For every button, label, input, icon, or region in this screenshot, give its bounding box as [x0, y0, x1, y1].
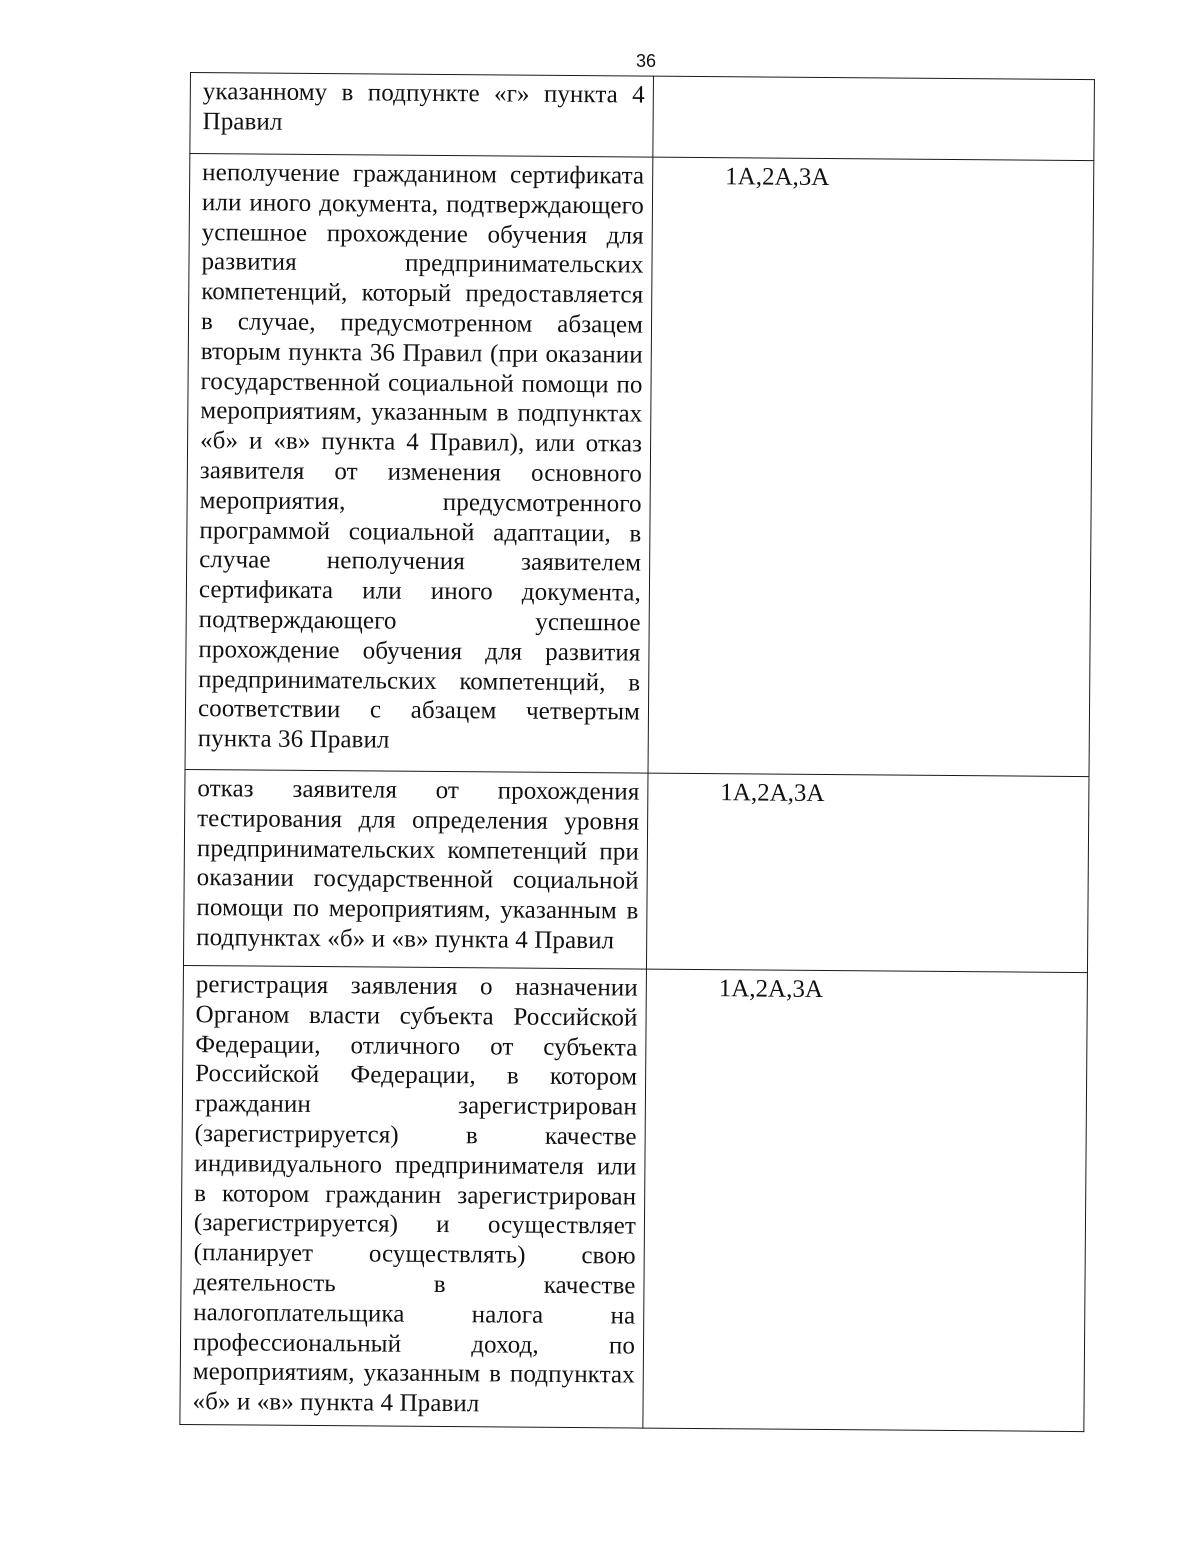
codes-cell: 1А,2А,3А	[643, 969, 1088, 1431]
table-row	[183, 769, 1089, 972]
document-table-container	[179, 72, 1095, 1432]
table-row	[180, 965, 1088, 1431]
condition-cell: регистрация заявления о назначении Органом власти субъекта Российской Федерации, отличного от субъекта Российской Федерации, в котором гражданин зарегистрирован (зарегистрируется) в качестве индивидуального предпринимателя или в котором гражданин зарегистрирован (зарегистрируется) и осуществляет (планирует осуществлять) свою деятельность в качестве налогоплательщика налога на профессиональный доход, по мероприятиям, указанным в подпунктах «б» и «в» пункта 4 Правил	[180, 965, 647, 1428]
codes-cell	[653, 76, 1095, 160]
condition-cell: отказ заявителя от прохождения тестирования для определения уровня предпринимательских компетенций при оказании государственной социальной помощи по мероприятиям, указанным в подпунктах «б» и «в» пункта 4 Правил	[183, 769, 648, 969]
page-number: 36	[636, 51, 657, 71]
document-table	[179, 72, 1095, 1432]
codes-cell: 1А,2А,3А	[646, 773, 1089, 972]
codes-cell: 1А,2А,3А	[648, 157, 1094, 776]
condition-cell: неполучение гражданином сертификата или иного документа, подтверждающего успешное прохождение обучения для развития предпринимательских компетенций, который предоставляется в случае, предусмотренном абзацем вторым пункта 36 Правил (при оказании государственной социальной помощи по мероприятиям, указанным в подпунктах «б» и «в» пункта 4 Правил), или отказ заявителя от изменения основного мероприятия, предусмотренного программой социальной адаптации, в случае неполучения заявителем сертификата или иного документа, подтверждающего успешное прохождение обучения для развития предпринимательских компетенций, в соответствии с абзацем четвертым пункта 36 Правил	[185, 154, 653, 774]
table-row	[190, 73, 1095, 161]
condition-cell: указанному в подпункте «г» пункта 4 Правил	[190, 73, 654, 158]
table-row	[185, 154, 1094, 777]
